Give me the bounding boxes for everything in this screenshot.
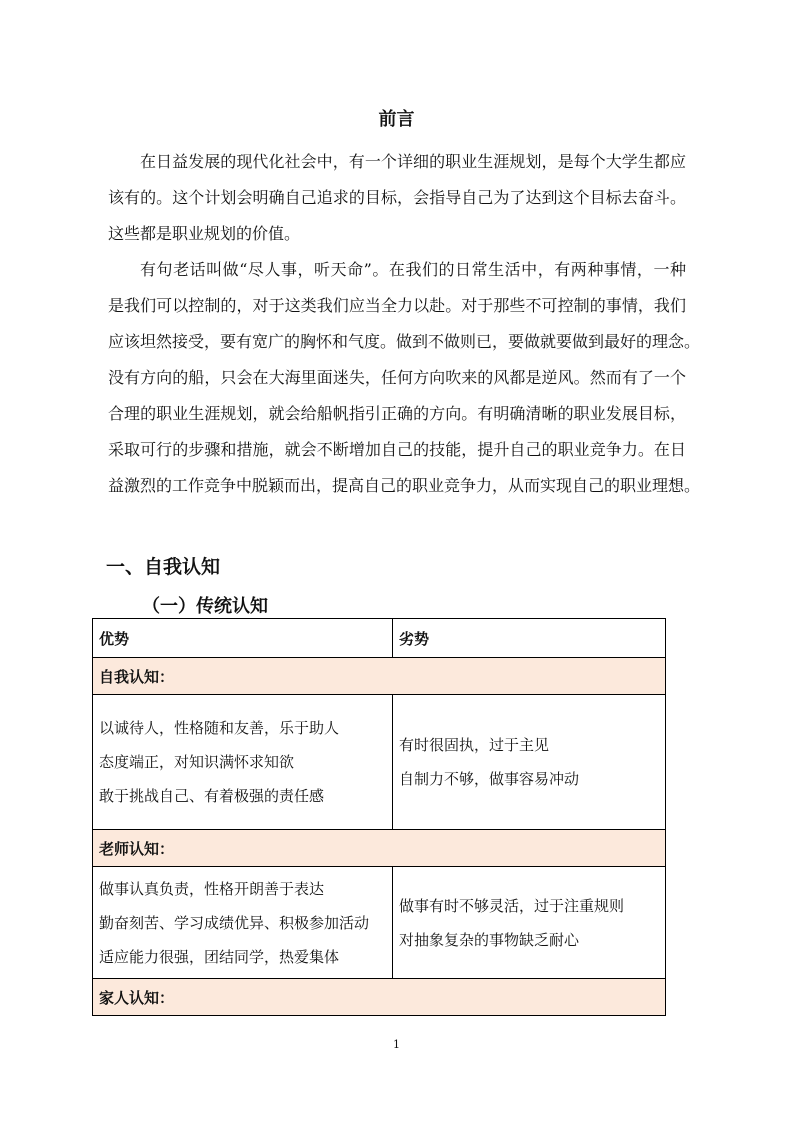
text-line: 没有方向的船，只会在大海里面迷失，任何方向吹来的风都是逆风。然而有了一个 (108, 368, 686, 387)
subsection-heading: （一）传统认知 (142, 596, 268, 617)
strength-item: 以诚待人，性格随和友善，乐于助人 (99, 719, 340, 737)
weakness-item: 有时很固执，过于主见 (399, 736, 550, 754)
weaknesses-cell (393, 695, 666, 830)
strength-item: 做事认真负责，性格开朗善于表达 (99, 879, 325, 898)
strengths-cell (93, 867, 393, 979)
strength-item: 勤奋刻苦、学习成绩优异、积极参加活动 (99, 913, 370, 932)
header-strengths: 优势 (93, 619, 393, 658)
text-line: 这些都是职业规划的价值。 (108, 224, 301, 243)
text-line: 在日益发展的现代化社会中，有一个详细的职业生涯规划，是每个大学生都应 (140, 152, 686, 171)
assessment-table (92, 618, 666, 1016)
text-line: 益激烈的工作竞争中脱颖而出，提高自己的职业竞争力，从而实现自己的职业理想。 (108, 476, 701, 495)
intro-paragraph-2 (108, 252, 701, 504)
section-heading: 一、自我认知 (106, 556, 221, 578)
table-header-row (93, 619, 666, 658)
strength-item: 适应能力很强，团结同学，热爱集体 (99, 947, 340, 966)
page-title: 前言 (378, 109, 415, 130)
section-band-row (93, 979, 666, 1016)
strength-item: 态度端正，对知识满怀求知欲 (99, 753, 295, 771)
section-label: 自我认知： (93, 658, 666, 695)
weakness-item: 做事有时不够灵活，过于注重规则 (399, 896, 625, 915)
intro-paragraph-1 (108, 144, 686, 252)
section-label: 家人认知： (93, 979, 666, 1016)
text-line: 采取可行的步骤和措施，就会不断增加自己的技能，提升自己的职业竞争力。在日 (108, 440, 686, 459)
section-label: 老师认知： (93, 830, 666, 867)
header-weaknesses: 劣势 (393, 619, 666, 658)
text-line: 是我们可以控制的，对于这类我们应当全力以赴。对于那些不可控制的事情，我们 (108, 296, 686, 315)
text-line: 该有的。这个计划会明确自己追求的目标，会指导自己为了达到这个目标去奋斗。 (108, 188, 686, 207)
strengths-cell (93, 695, 393, 830)
table-row (93, 867, 666, 979)
table-row (93, 695, 666, 830)
section-band-row (93, 658, 666, 695)
text-line: 应该坦然接受，要有宽广的胸怀和气度。做到不做则已，要做就要做到最好的理念。 (108, 332, 701, 351)
strength-item: 敢于挑战自己、有着极强的责任感 (99, 787, 325, 805)
text-line: 有句老话叫做“尽人事，听天命”。在我们的日常生活中，有两种事情，一种 (140, 260, 686, 279)
weakness-item: 对抽象复杂的事物缺乏耐心 (399, 930, 580, 949)
text-line: 合理的职业生涯规划，就会给船帆指引正确的方向。有明确清晰的职业发展目标， (108, 404, 686, 423)
page-number: 1 (393, 1038, 400, 1051)
section-band-row (93, 830, 666, 867)
weaknesses-cell (393, 867, 666, 979)
weakness-item: 自制力不够，做事容易冲动 (399, 770, 580, 788)
